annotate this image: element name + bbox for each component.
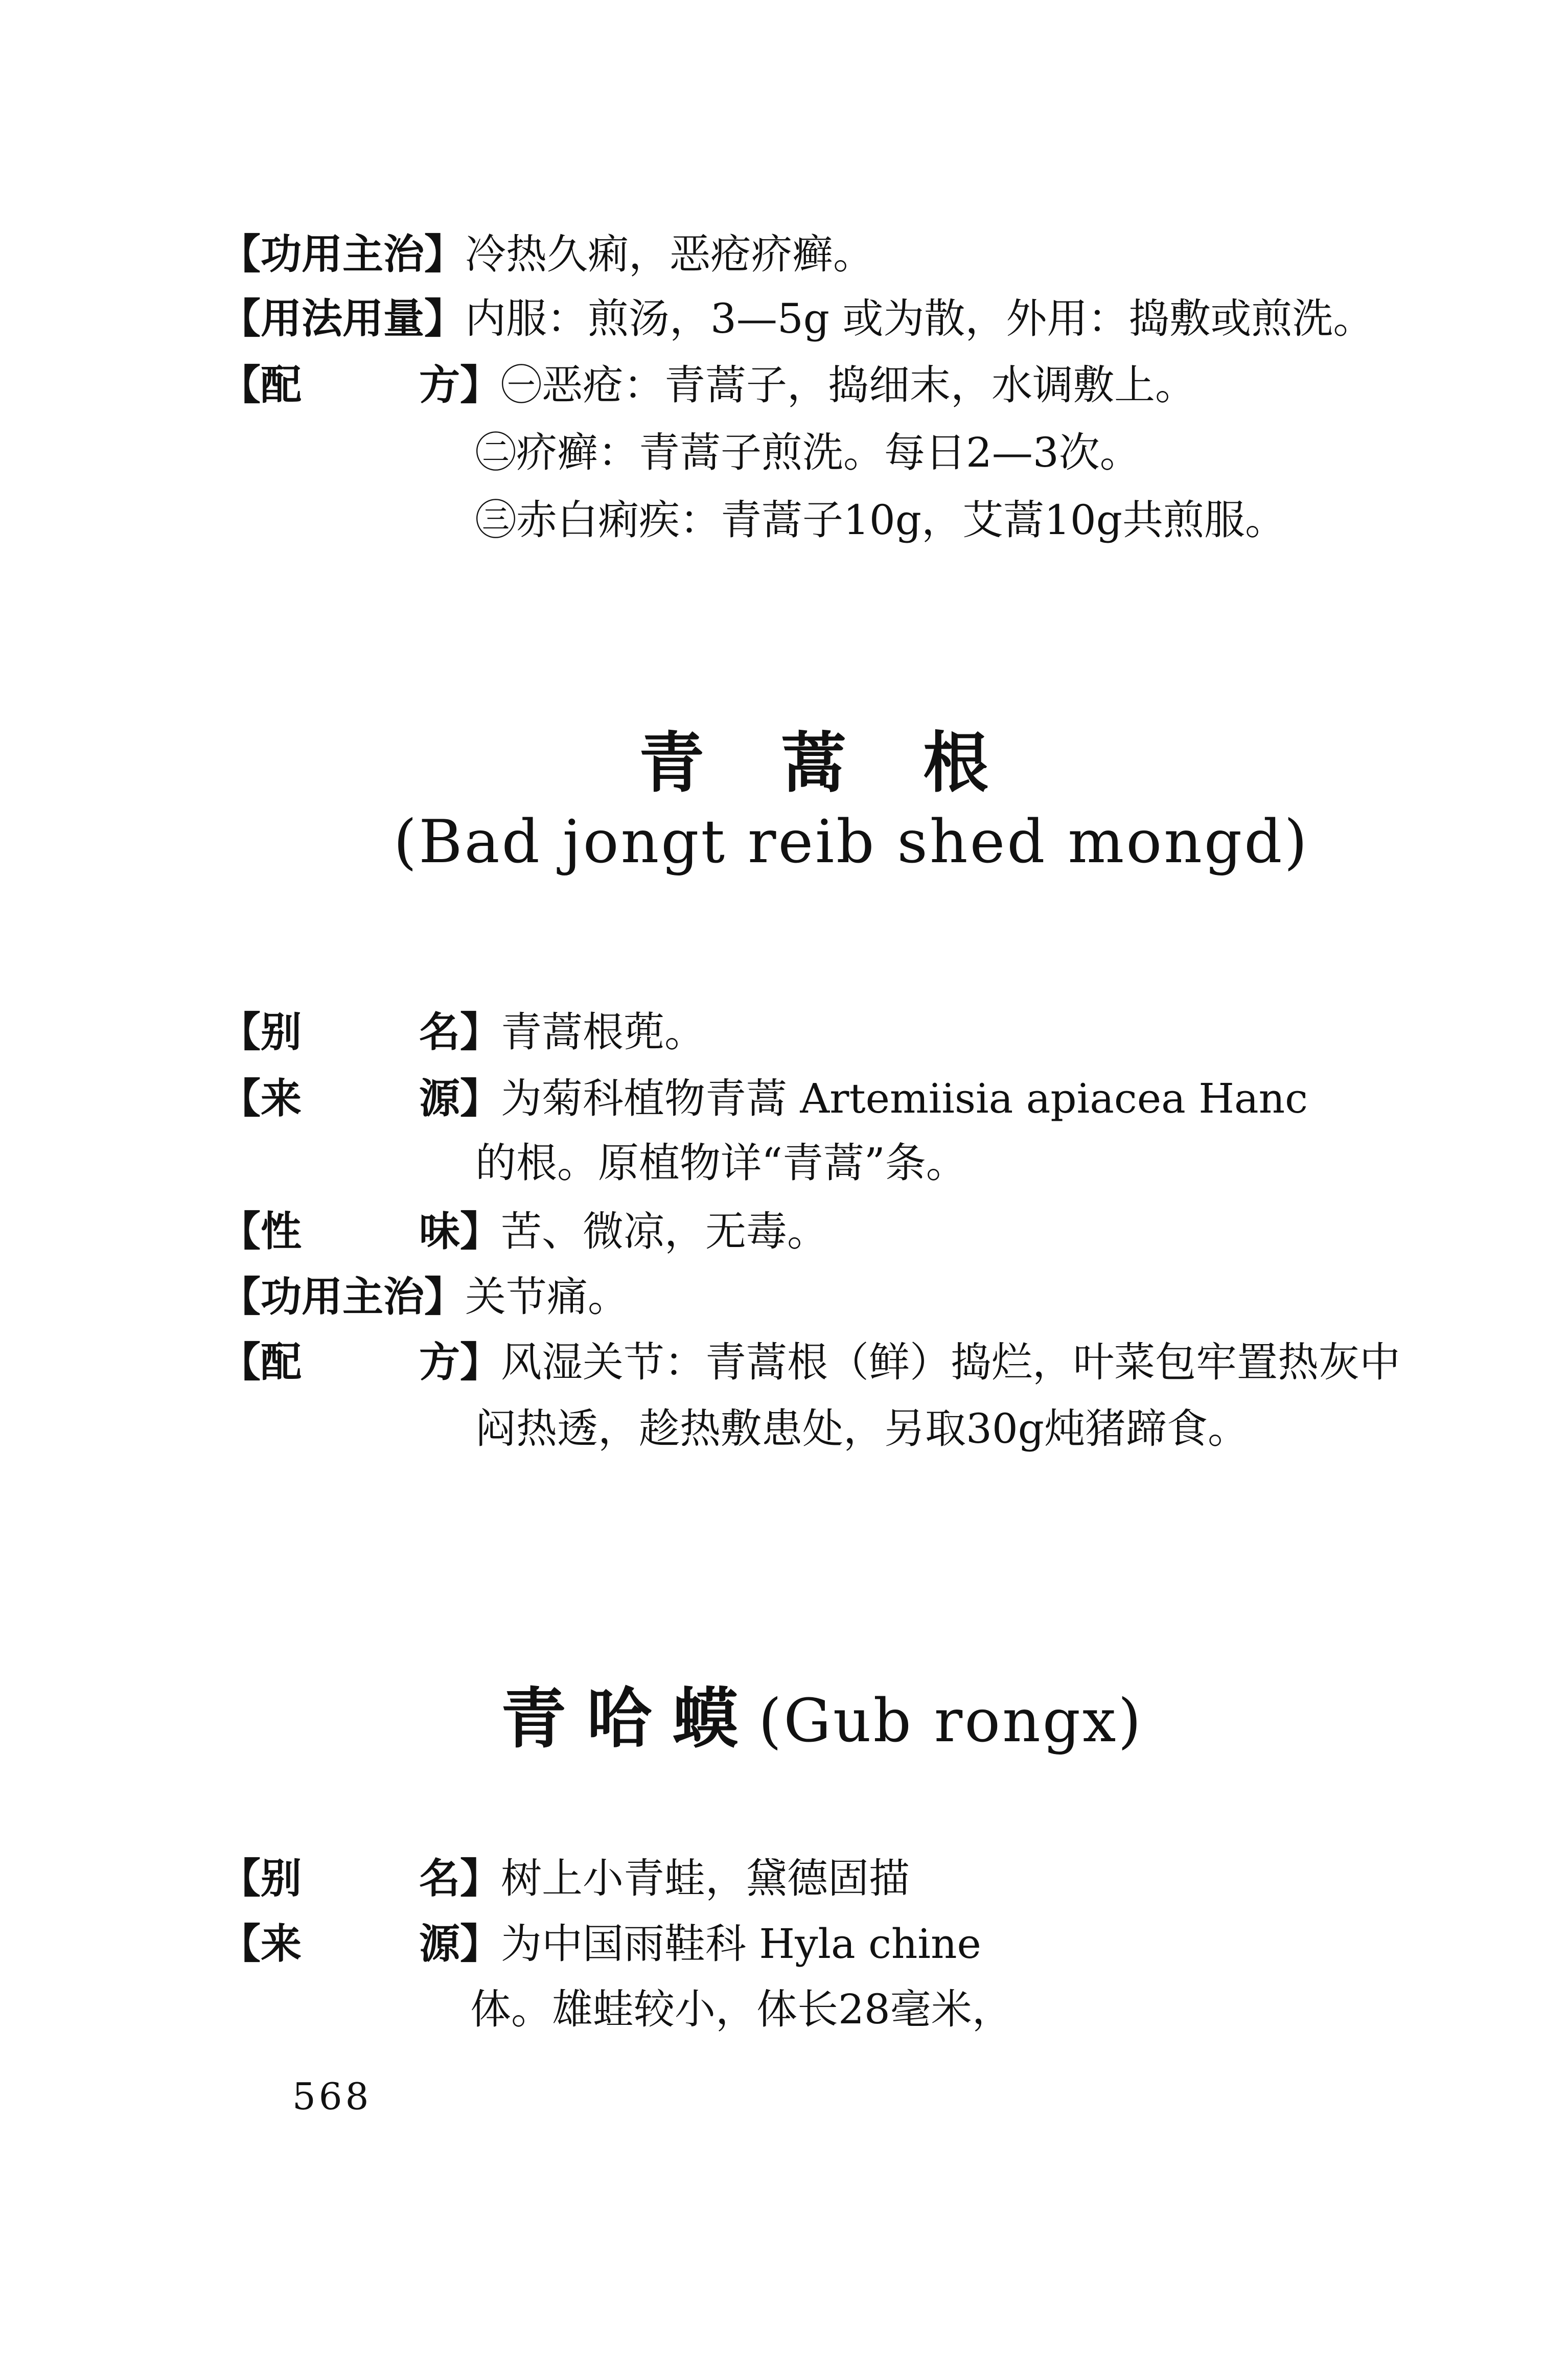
- field-label-left: 【来: [220, 1920, 302, 1968]
- entry-title: [501, 1681, 1143, 1757]
- field-label-left: 【别: [220, 1008, 302, 1056]
- field-label-right: 源】: [419, 1920, 501, 1968]
- field-value: 冷热久痢，恶疮疥癣。: [465, 230, 874, 278]
- field-value: ㊀恶疮：青蒿子，捣细末，水调敷上。: [501, 361, 1196, 409]
- entry-title-cn: 青蒿根: [639, 725, 1066, 801]
- continuation-line: 体。雄蛙较小，体长28毫米，: [470, 1986, 1013, 2033]
- field-label-right: 味】: [419, 1208, 501, 1255]
- field-label: 【用法用量】: [220, 295, 465, 342]
- continuation-line: ㊂赤白痢疾：青蒿子10g，艾蒿10g共煎服。: [475, 496, 1286, 544]
- field-label-left: 【配: [220, 1338, 302, 1386]
- entry-title-latin: (Bad jongt reib shed mongd): [394, 807, 1309, 876]
- field-label-right: 方】: [419, 1338, 501, 1386]
- field-value: 风湿关节：青蒿根（鲜）捣烂，叶菜包牢置热灰中: [501, 1338, 1400, 1386]
- entry-row-prescription: [220, 1338, 1400, 1386]
- field-label-left: 【配: [220, 361, 302, 409]
- field-label-left: 【别: [220, 1855, 302, 1902]
- field-label-left: 【来: [220, 1075, 302, 1122]
- field-value: 内服：煎汤，3—5g 或为散，外用：捣敷或煎洗。: [465, 295, 1374, 342]
- entry-row-usage: [220, 295, 1374, 342]
- continuation-line: ㊁疥癣：青蒿子煎洗。每日2—3次。: [475, 429, 1141, 476]
- entry-row-alias: [220, 1008, 705, 1056]
- entry-row-source: [220, 1920, 981, 1968]
- field-value: 为菊科植物青蒿 Artemiisia apiacea Hanc: [501, 1075, 1308, 1122]
- field-label: 【功用主治】: [220, 230, 465, 278]
- entry-title-latin: (Gub rongx): [758, 1687, 1143, 1756]
- field-label-right: 名】: [419, 1855, 501, 1902]
- entry-row-source: [220, 1075, 1308, 1122]
- field-label-left: 【性: [220, 1208, 302, 1255]
- field-label-right: 源】: [419, 1075, 501, 1122]
- entry-row-alias: [220, 1855, 910, 1902]
- entry-row-function: [220, 230, 874, 278]
- field-value: 青蒿根蔸。: [501, 1008, 705, 1056]
- field-label-right: 方】: [419, 361, 501, 409]
- field-value: 苦、微凉，无毒。: [501, 1208, 828, 1255]
- continuation-line: 闷热透，趁热敷患处，另取30g炖猪蹄食。: [475, 1405, 1249, 1452]
- field-label: 【功用主治】: [220, 1273, 465, 1321]
- field-label-right: 名】: [419, 1008, 501, 1056]
- entry-row-prescription: [220, 361, 1196, 409]
- field-value: 树上小青蛙，黛德固描: [501, 1855, 910, 1902]
- field-value: 为中国雨鞋科 Hyla chine: [501, 1920, 981, 1968]
- field-value: 关节痛。: [465, 1273, 629, 1321]
- page-number: 568: [292, 2075, 372, 2118]
- entry-row-nature: [220, 1208, 828, 1255]
- entry-title-cn: 青哈蟆: [501, 1681, 759, 1757]
- continuation-line: 的根。原植物详“青蒿”条。: [475, 1139, 967, 1187]
- entry-row-function: [220, 1273, 629, 1321]
